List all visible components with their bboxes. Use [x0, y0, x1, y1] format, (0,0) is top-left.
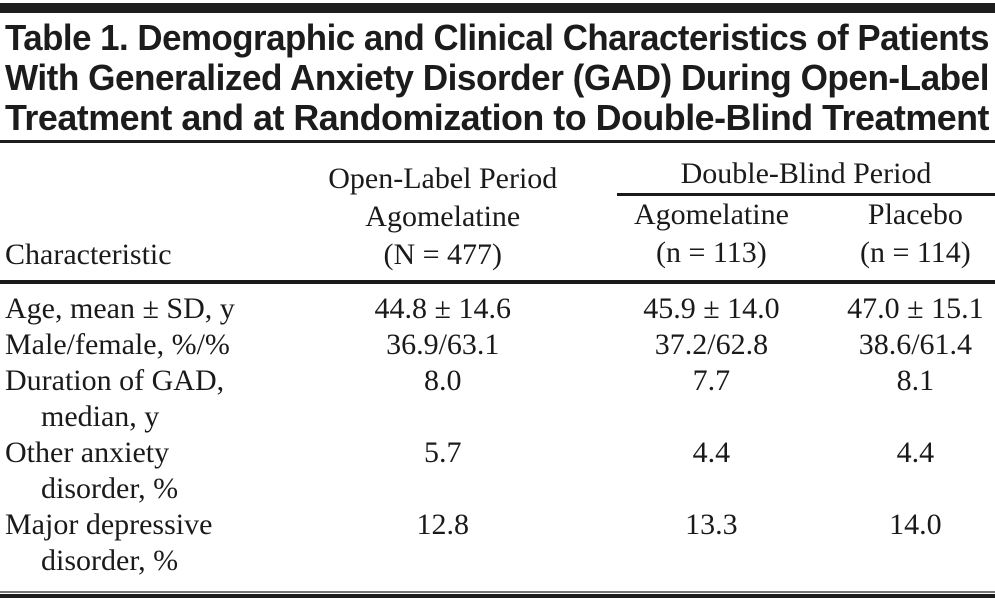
- table-body: [0, 282, 995, 579]
- row-label: [0, 363, 299, 435]
- bottom-rule-thick: [0, 594, 995, 598]
- table-title-line-1: Table 1. Demographic and Clinical Characteristics of Patients: [5, 17, 989, 58]
- table-row-sex: [0, 327, 995, 363]
- cell-agomelatine: 45.9 ± 14.0: [643, 292, 780, 325]
- agomelatine-label: Agomelatine: [633, 198, 789, 231]
- table-title-row: [5, 18, 991, 58]
- row-label: [0, 282, 299, 327]
- table-row-duration: [0, 363, 995, 435]
- table-title-row: [5, 58, 991, 98]
- placebo-label: Placebo: [867, 198, 963, 231]
- table-row-mdd: [0, 507, 995, 579]
- cell-placebo: 38.6/61.4: [858, 328, 973, 361]
- row-label-text: Duration of GAD,: [5, 364, 225, 397]
- cell-agomelatine: 7.7: [692, 364, 731, 397]
- row-label-text: Major depressive: [5, 508, 213, 541]
- cell-open-label: 8.0: [424, 364, 462, 397]
- cell-open-label: 12.8: [416, 508, 470, 541]
- cell-open-label: 5.7: [424, 436, 462, 469]
- table-row-age: [0, 282, 995, 327]
- open-label-period-line: Open-Label Period: [328, 162, 558, 195]
- row-label-continuation: disorder, %: [41, 472, 179, 505]
- open-label-drug-line: Agomelatine: [365, 200, 521, 233]
- bottom-rule-thin: [0, 591, 995, 593]
- top-rule-bar: [0, 3, 995, 13]
- row-label-continuation: median, y: [41, 400, 160, 433]
- col-header-placebo: [836, 196, 995, 282]
- cell-placebo: 8.1: [896, 364, 935, 397]
- cell-agomelatine: 37.2/62.8: [654, 328, 769, 361]
- demographics-table: [0, 143, 995, 579]
- col-header-open-label: [299, 143, 588, 282]
- cell-agomelatine: 13.3: [685, 508, 738, 541]
- table-row-other-anxiety: [0, 435, 995, 507]
- table-header: [0, 143, 995, 282]
- row-label-continuation: disorder, %: [41, 544, 179, 577]
- table-title-row: [5, 98, 991, 138]
- row-label-text: Male/female, %/%: [5, 328, 230, 361]
- cell-placebo: 4.4: [896, 436, 935, 469]
- row-label: [0, 507, 299, 579]
- cell-open-label: 36.9/63.1: [386, 328, 500, 361]
- table-title: [0, 13, 995, 140]
- placebo-n-label: (n = 114): [860, 236, 971, 269]
- double-blind-period-label: Double-Blind Period: [617, 156, 995, 196]
- table-title-line-3: Treatment and at Randomization to Double-Blind Treatment: [5, 97, 989, 138]
- cell-placebo: 47.0 ± 15.1: [847, 292, 984, 325]
- col-group-double-blind: [587, 143, 995, 196]
- row-label-text: Other anxiety: [5, 436, 170, 469]
- row-label: [0, 435, 299, 507]
- cell-open-label: 44.8 ± 14.6: [374, 292, 511, 325]
- header-row-group: [0, 143, 995, 196]
- row-label-text: Age, mean ± SD, y: [5, 292, 235, 325]
- open-label-n-line: (N = 477): [383, 238, 503, 271]
- cell-agomelatine: 4.4: [692, 436, 731, 469]
- agomelatine-n-label: (n = 113): [656, 236, 767, 269]
- col-header-characteristic: Characteristic: [5, 238, 172, 271]
- col-header-agomelatine: [587, 196, 836, 282]
- cell-placebo: 14.0: [889, 508, 942, 541]
- table-title-line-2: With Generalized Anxiety Disorder (GAD) During Open-Label: [5, 57, 989, 98]
- row-label: [0, 327, 299, 363]
